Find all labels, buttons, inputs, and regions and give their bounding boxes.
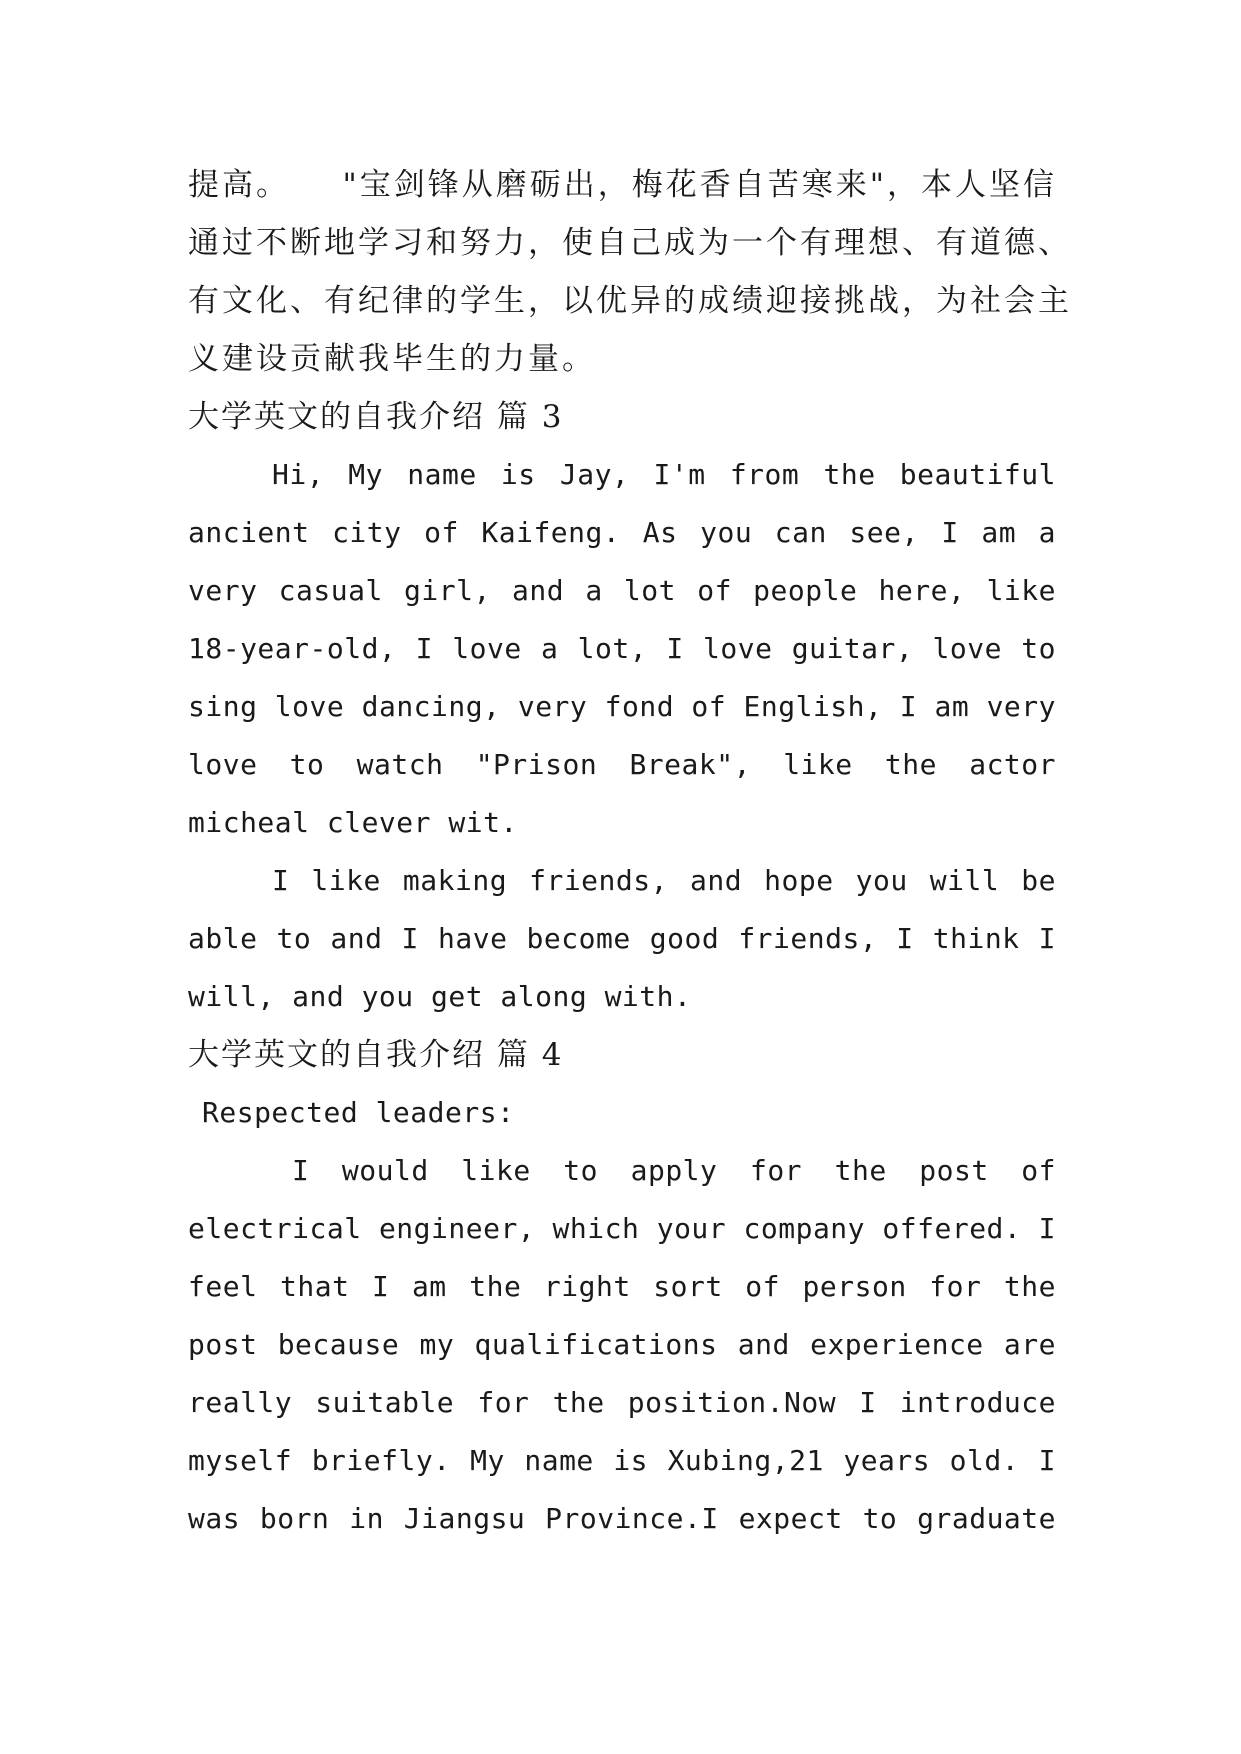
paragraph-line: very casual girl, and a lot of people here, like — [188, 574, 1056, 607]
paragraph-line: able to and I have become good friends, I think I — [188, 922, 1056, 955]
salutation-line: Respected leaders: — [202, 1096, 515, 1129]
paragraph-line: feel that I am the right sort of person for the — [188, 1270, 1056, 1303]
paragraph-line: 提高。 "宝剑锋从磨砺出，梅花香自苦寒来"，本人坚信 — [188, 167, 1058, 203]
paragraph-line: post because my qualifications and experience are — [188, 1328, 1056, 1361]
paragraph-line: was born in Jiangsu Province.I expect to graduate — [188, 1502, 1056, 1535]
paragraph-line: 18-year-old, I love a lot, I love guitar, love to — [188, 632, 1056, 665]
paragraph-line: sing love dancing, very fond of English, I am very — [188, 690, 1056, 723]
paragraph-line: myself briefly. My name is Xubing,21 years old. I — [188, 1444, 1056, 1477]
paragraph-line: ancient city of Kaifeng. As you can see, I am a — [188, 516, 1056, 549]
section-heading-4: 大学英文的自我介绍 篇 4 — [188, 1037, 564, 1073]
paragraph-line: electrical engineer, which your company offered. I — [188, 1212, 1056, 1245]
document-body — [188, 156, 1072, 1548]
paragraph-line: love to watch "Prison Break", like the actor — [188, 748, 1056, 781]
paragraph-line: 义建设贡献我毕生的力量。 — [188, 341, 596, 377]
paragraph-line: 有文化、有纪律的学生，以优异的成绩迎接挑战，为社会主 — [188, 283, 1072, 319]
paragraph-line: Hi, My name is Jay, I'm from the beautiful — [272, 458, 1056, 491]
paragraph-line: micheal clever wit. — [188, 806, 518, 839]
paragraph-line: really suitable for the position.Now I introduce — [188, 1386, 1056, 1419]
paragraph-line: 通过不断地学习和努力，使自己成为一个有理想、有道德、 — [188, 225, 1072, 261]
section-heading-3: 大学英文的自我介绍 篇 3 — [188, 399, 564, 435]
paragraph-line: will, and you get along with. — [188, 980, 692, 1013]
paragraph-line: I would like to apply for the post of — [292, 1154, 1056, 1187]
paragraph-line: I like making friends, and hope you will be — [272, 864, 1056, 897]
